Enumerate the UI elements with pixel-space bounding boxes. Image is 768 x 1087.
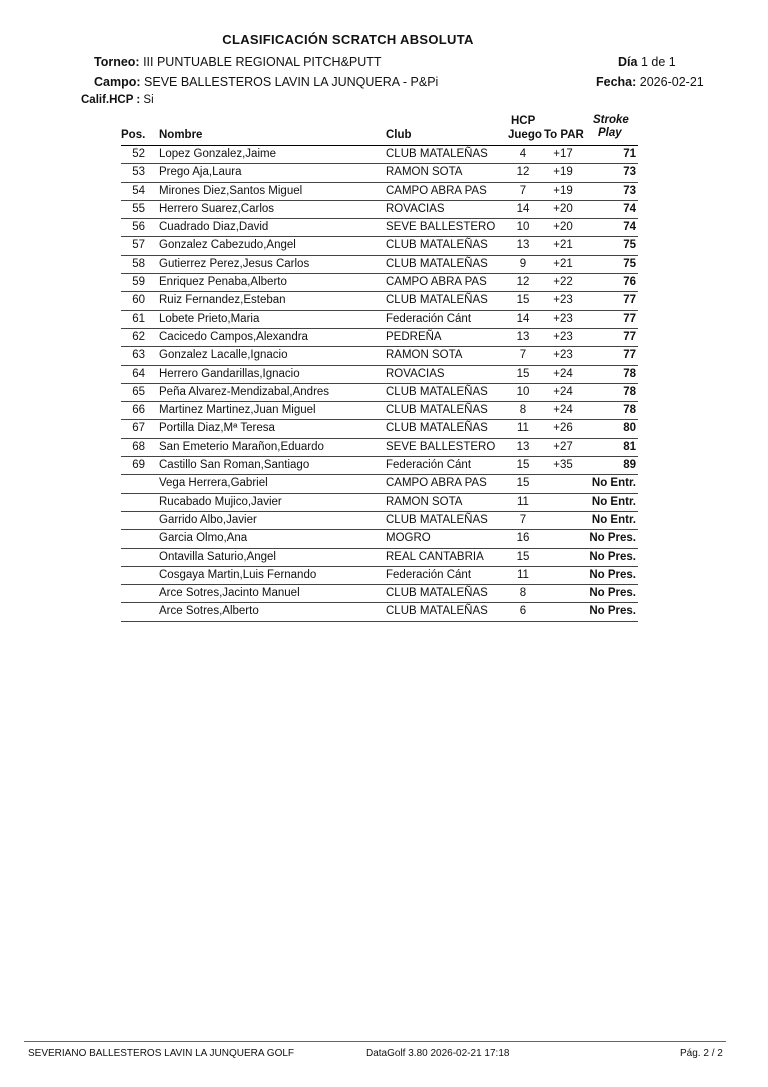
club-cell: CLUB MATALEÑAS (386, 422, 488, 435)
stroke-cell: 78 (623, 367, 636, 380)
to-par-cell: +21 (553, 239, 573, 252)
club-cell: CLUB MATALEÑAS (386, 148, 488, 160)
pos-cell: 64 (132, 367, 145, 380)
name-cell: Herrero Suarez,Carlos (159, 202, 275, 215)
pos-cell: 61 (132, 312, 145, 325)
club-cell: CLUB MATALEÑAS (386, 385, 488, 398)
hcp-cell: 10 (516, 385, 530, 398)
name-cell: Lopez Gonzalez,Jaime (159, 148, 276, 160)
hcp-cell: 8 (519, 404, 527, 417)
header-hcp-top: HCP (511, 115, 536, 127)
club-cell: PEDREÑA (386, 330, 442, 343)
name-cell: Portilla Diaz,Mª Teresa (159, 422, 275, 435)
hcp-cell: 4 (519, 148, 527, 160)
table-row (121, 420, 638, 438)
table-row (121, 292, 638, 310)
to-par-cell: +24 (553, 404, 573, 417)
to-par-cell: +23 (553, 294, 573, 307)
report-title: CLASIFICACIÓN SCRATCH ABSOLUTA (222, 32, 474, 47)
table-row (121, 219, 638, 237)
pos-cell: 69 (132, 459, 145, 472)
name-cell: Mirones Diez,Santos Miguel (159, 184, 303, 197)
dia-value: 1 de 1 (640, 55, 676, 69)
to-par-cell: +20 (553, 202, 573, 215)
pos-cell: 63 (132, 349, 145, 362)
table-row (121, 603, 638, 621)
name-cell: Cuadrado Diaz,David (159, 221, 269, 234)
pos-cell: 57 (132, 239, 145, 252)
torneo-line (94, 55, 382, 69)
hcp-cell: 10 (516, 221, 530, 234)
pos-cell: 68 (132, 440, 145, 453)
pos-cell: 66 (132, 404, 145, 417)
club-cell: MOGRO (386, 532, 431, 545)
stroke-cell: 76 (623, 276, 636, 289)
table-row (121, 512, 638, 530)
name-cell: Enriquez Penaba,Alberto (159, 276, 287, 289)
to-par-cell: +27 (553, 440, 573, 453)
hcp-cell: 13 (516, 330, 530, 343)
header-stroke-bottom: Play (598, 127, 622, 139)
club-cell: RAMON SOTA (386, 166, 463, 179)
to-par-cell: +20 (553, 221, 573, 234)
pos-cell: 62 (132, 330, 145, 343)
pos-cell: 53 (132, 166, 145, 179)
club-cell: RAMON SOTA (386, 349, 463, 362)
stroke-cell: No Pres. (589, 605, 636, 618)
pos-cell: 56 (132, 221, 145, 234)
stroke-cell: No Entr. (591, 495, 636, 508)
club-cell: CLUB MATALEÑAS (386, 257, 488, 270)
header-stroke-top: Stroke (593, 114, 629, 126)
club-cell: Federación Cánt (386, 568, 472, 581)
name-cell: Peña Alvarez-Mendizabal,Andres (159, 385, 330, 398)
table-row (121, 567, 638, 585)
stroke-cell: 77 (623, 330, 636, 343)
name-cell: Lobete Prieto,Maria (159, 312, 260, 325)
hcp-cell: 15 (516, 550, 530, 563)
stroke-cell: 77 (623, 312, 636, 325)
name-cell: Gutierrez Perez,Jesus Carlos (159, 257, 310, 270)
pos-cell: 65 (132, 385, 145, 398)
table-row (121, 494, 638, 512)
club-cell: Federación Cánt (386, 312, 472, 325)
to-par-cell: +24 (553, 385, 573, 398)
stroke-cell: 75 (623, 239, 636, 252)
table-row (121, 366, 638, 384)
to-par-cell: +17 (553, 148, 573, 160)
table-row (121, 549, 638, 567)
to-par-cell: +22 (553, 276, 573, 289)
club-cell: ROVACIAS (386, 202, 445, 215)
hcp-cell: 12 (516, 276, 530, 289)
table-row (121, 237, 638, 255)
hcp-cell: 7 (519, 184, 527, 197)
stroke-cell: 77 (623, 294, 636, 307)
hcp-cell: 7 (519, 513, 527, 526)
calif-label: Calif.HCP : (81, 94, 141, 106)
to-par-cell: +21 (553, 257, 573, 270)
hcp-cell: 15 (516, 294, 530, 307)
torneo-value: III PUNTUABLE REGIONAL PITCH&PUTT (143, 55, 382, 69)
club-cell: CLUB MATALEÑAS (386, 239, 488, 252)
table-row (121, 329, 638, 347)
table-row (121, 475, 638, 493)
footer-club: SEVERIANO BALLESTEROS LAVIN LA JUNQUERA GOLF (28, 1048, 295, 1059)
pos-cell: 67 (132, 422, 145, 435)
club-cell: Federación Cánt (386, 459, 472, 472)
table-row (121, 439, 638, 457)
stroke-cell: No Entr. (591, 513, 636, 526)
table-row (121, 384, 638, 402)
table-row (121, 256, 638, 274)
name-cell: Martinez Martinez,Juan Miguel (159, 404, 316, 417)
pos-cell: 60 (132, 294, 145, 307)
header-nombre: Nombre (159, 129, 203, 141)
name-cell: San Emeterio Marañon,Eduardo (159, 440, 324, 453)
name-cell: Rucabado Mujico,Javier (159, 495, 282, 508)
stroke-cell: 80 (623, 422, 636, 435)
table-row (121, 457, 638, 475)
hcp-cell: 14 (516, 312, 530, 325)
club-cell: CAMPO ABRA PAS (386, 276, 487, 289)
stroke-cell: No Pres. (589, 587, 636, 600)
table-row (121, 585, 638, 603)
table-row (121, 530, 638, 548)
stroke-cell: 78 (623, 404, 636, 417)
club-cell: CLUB MATALEÑAS (386, 294, 488, 307)
stroke-cell: No Pres. (589, 550, 636, 563)
pos-cell: 55 (132, 202, 145, 215)
club-cell: CAMPO ABRA PAS (386, 477, 487, 490)
table-row (121, 183, 638, 201)
pos-cell: 59 (132, 276, 145, 289)
to-par-cell: +23 (553, 330, 573, 343)
club-cell: REAL CANTABRIA (386, 550, 484, 563)
fecha-label: Fecha: (596, 75, 637, 89)
club-cell: RAMON SOTA (386, 495, 463, 508)
name-cell: Cacicedo Campos,Alexandra (159, 330, 308, 343)
dia-label: Día (618, 55, 638, 69)
name-cell: Ruiz Fernandez,Esteban (159, 294, 286, 307)
name-cell: Herrero Gandarillas,Ignacio (159, 367, 300, 380)
to-par-cell: +23 (553, 312, 573, 325)
name-cell: Vega Herrera,Gabriel (159, 477, 268, 490)
hcp-cell: 8 (519, 587, 527, 600)
hcp-cell: 15 (516, 477, 530, 490)
footer-page: Pág. 2 / 2 (680, 1048, 723, 1059)
stroke-cell: 71 (623, 148, 636, 160)
club-cell: ROVACIAS (386, 367, 445, 380)
hcp-cell: 11 (517, 495, 529, 508)
hcp-cell: 6 (519, 605, 527, 618)
campo-value: SEVE BALLESTEROS LAVIN LA JUNQUERA - P&Pi (144, 75, 439, 89)
name-cell: Arce Sotres,Jacinto Manuel (159, 587, 300, 600)
name-cell: Cosgaya Martin,Luis Fernando (159, 568, 317, 581)
results-table (121, 146, 638, 622)
club-cell: CAMPO ABRA PAS (386, 184, 487, 197)
header-club: Club (386, 129, 412, 141)
pos-cell: 54 (132, 184, 145, 197)
campo-label: Campo: (94, 75, 141, 89)
pos-cell: 58 (132, 257, 145, 270)
to-par-cell: +19 (553, 166, 573, 179)
hcp-cell: 15 (516, 459, 530, 472)
table-row (121, 146, 638, 164)
header-pos: Pos. (121, 129, 146, 141)
stroke-cell: 81 (623, 440, 636, 453)
club-cell: CLUB MATALEÑAS (386, 605, 488, 618)
to-par-cell: +26 (553, 422, 573, 435)
table-row (121, 402, 638, 420)
name-cell: Gonzalez Lacalle,Ignacio (159, 349, 288, 362)
calif-value: Si (143, 94, 154, 106)
fecha-value: 2026-02-21 (639, 75, 704, 89)
table-row (121, 164, 638, 182)
name-cell: Prego Aja,Laura (159, 166, 242, 179)
stroke-cell: 73 (623, 166, 636, 179)
name-cell: Garcia Olmo,Ana (159, 532, 248, 545)
footer-divider (24, 1041, 726, 1042)
header-to-par: To PAR (544, 129, 584, 141)
stroke-cell: 74 (623, 202, 636, 215)
hcp-cell: 16 (516, 532, 530, 545)
to-par-cell: +24 (553, 367, 573, 380)
hcp-cell: 13 (516, 239, 530, 252)
club-cell: CLUB MATALEÑAS (386, 587, 488, 600)
hcp-cell: 13 (516, 440, 530, 453)
stroke-cell: 78 (623, 385, 636, 398)
table-row (121, 347, 638, 365)
stroke-cell: 73 (623, 184, 636, 197)
calif-line (81, 94, 154, 106)
hcp-cell: 11 (517, 568, 529, 581)
name-cell: Gonzalez Cabezudo,Angel (159, 239, 296, 252)
club-cell: CLUB MATALEÑAS (386, 513, 488, 526)
hcp-cell: 15 (516, 367, 530, 380)
pos-cell: 52 (132, 148, 145, 160)
to-par-cell: +19 (553, 184, 573, 197)
hcp-cell: 14 (516, 202, 530, 215)
stroke-cell: No Pres. (589, 568, 636, 581)
table-row (121, 274, 638, 292)
torneo-label: Torneo: (94, 55, 140, 69)
hcp-cell: 7 (519, 349, 527, 362)
hcp-cell: 11 (517, 422, 529, 435)
hcp-cell: 9 (519, 257, 527, 270)
fecha-line (596, 75, 704, 89)
stroke-cell: 75 (623, 257, 636, 270)
hcp-cell: 12 (516, 166, 530, 179)
to-par-cell: +23 (553, 349, 573, 362)
stroke-cell: 89 (623, 459, 636, 472)
name-cell: Arce Sotres,Alberto (159, 605, 259, 618)
stroke-cell: No Pres. (589, 532, 636, 545)
club-cell: CLUB MATALEÑAS (386, 404, 488, 417)
stroke-cell: No Entr. (591, 477, 636, 490)
footer-software: DataGolf 3.80 2026-02-21 17:18 (366, 1048, 510, 1059)
dia-line (618, 55, 676, 69)
club-cell: SEVE BALLESTERO (386, 221, 496, 234)
stroke-cell: 74 (623, 221, 636, 234)
name-cell: Castillo San Roman,Santiago (159, 459, 310, 472)
campo-line (94, 75, 438, 89)
name-cell: Ontavilla Saturio,Angel (159, 550, 276, 563)
stroke-cell: 77 (623, 349, 636, 362)
header-hcp-bottom: Juego (508, 129, 542, 141)
to-par-cell: +35 (553, 459, 573, 472)
club-cell: SEVE BALLESTERO (386, 440, 496, 453)
name-cell: Garrido Albo,Javier (159, 513, 257, 526)
table-row (121, 311, 638, 329)
table-row (121, 201, 638, 219)
